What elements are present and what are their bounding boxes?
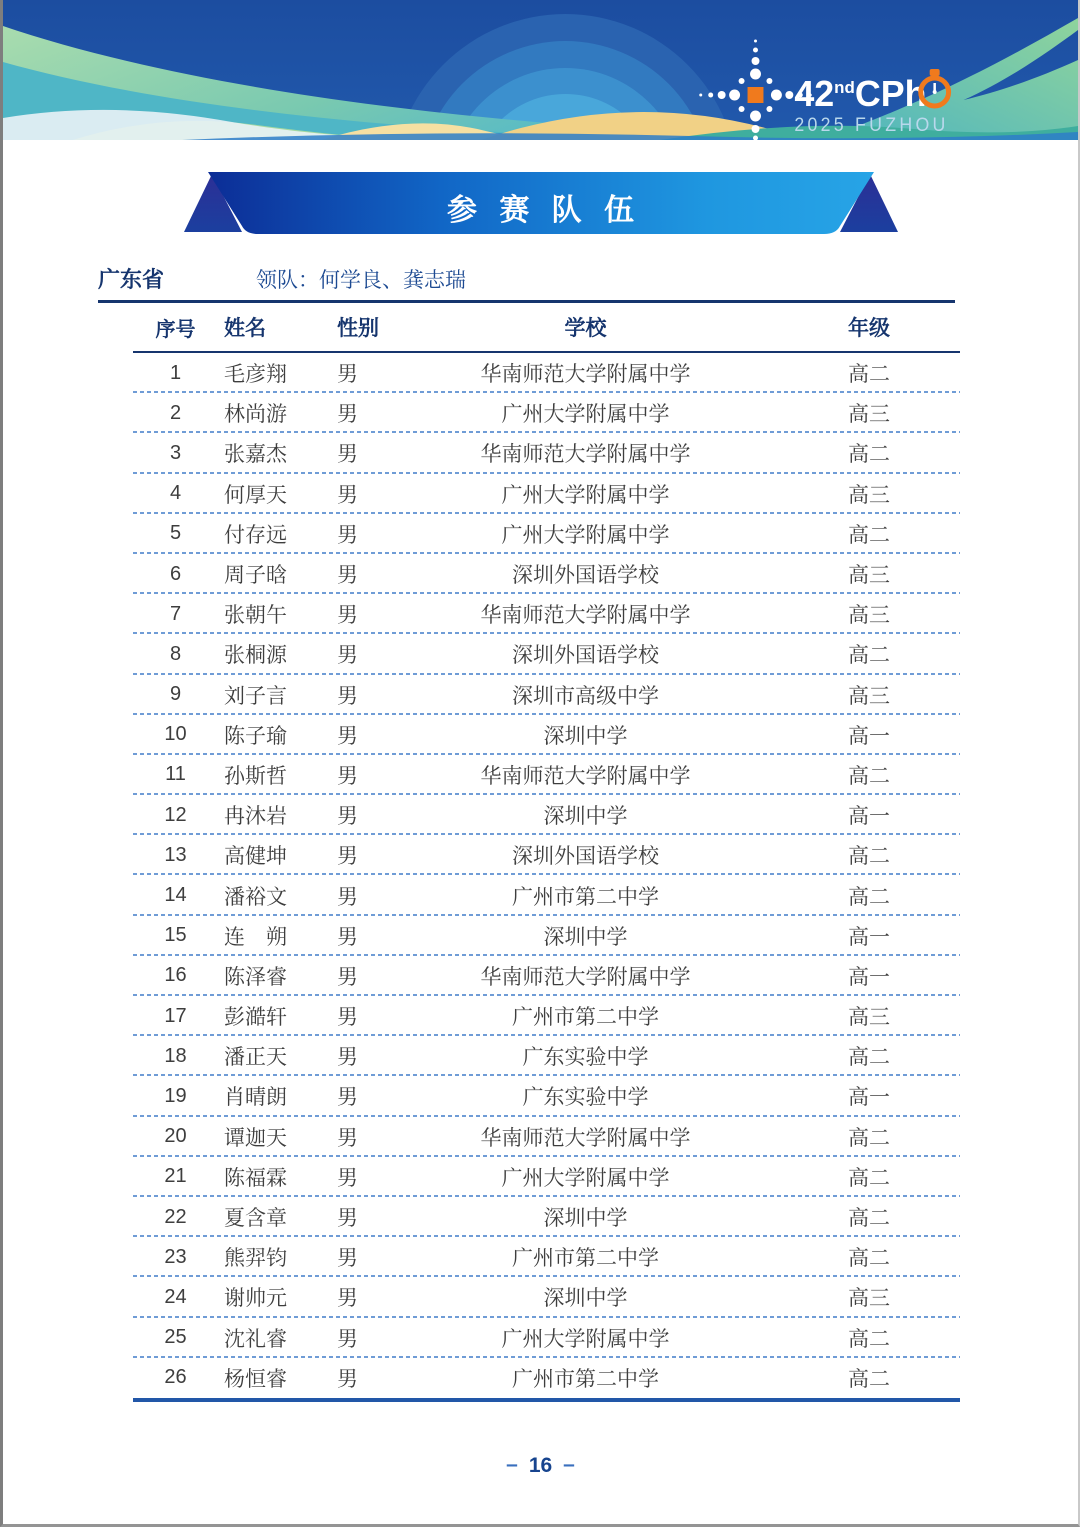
- cell-no: 8: [169, 642, 182, 665]
- cell-school: 华南师范大学附属中学: [480, 363, 691, 387]
- cell-name: 冉沐岩: [224, 805, 287, 829]
- cell-grade: 高二: [848, 1046, 890, 1070]
- logo-title: 42ndCPh: [794, 72, 927, 115]
- table-row: [133, 755, 960, 795]
- cell-name: 熊羿钧: [224, 1247, 287, 1271]
- cell-gender: 男: [337, 604, 358, 628]
- cell-name: 张嘉杰: [224, 443, 287, 467]
- cell-name: 陈福霖: [224, 1166, 287, 1190]
- cell-no: 5: [169, 522, 182, 545]
- cell-name: 陈子瑜: [224, 724, 287, 748]
- cell-grade: 高二: [848, 764, 890, 788]
- section-title-ribbon: [184, 172, 898, 238]
- cell-school: 华南师范大学附属中学: [480, 1126, 691, 1150]
- cell-name: 高健坤: [224, 845, 287, 869]
- cell-grade: 高三: [848, 684, 890, 708]
- cell-name: 张朝午: [224, 604, 287, 628]
- column-header-gender: 性别: [337, 317, 379, 340]
- cell-school: 广州大学附属中学: [501, 523, 670, 547]
- cell-grade: 高二: [848, 644, 890, 668]
- cell-name: 何厚天: [224, 483, 287, 507]
- cell-gender: 男: [337, 483, 358, 507]
- table-row: [133, 835, 960, 875]
- cell-grade: 高二: [848, 1126, 890, 1150]
- cell-school: 深圳外国语学校: [512, 845, 659, 869]
- cell-gender: 男: [337, 403, 358, 427]
- cell-no: 24: [164, 1285, 187, 1308]
- footer: [3, 1454, 1078, 1478]
- cell-no: 16: [164, 964, 187, 987]
- cell-grade: 高二: [848, 845, 890, 869]
- cell-school: 华南师范大学附属中学: [480, 965, 691, 989]
- cell-name: 潘正天: [224, 1046, 287, 1070]
- page-title: 参 赛 队 伍: [446, 194, 641, 227]
- cell-gender: 男: [337, 1086, 358, 1110]
- column-header-no: 序号: [155, 318, 196, 341]
- cell-grade: 高二: [848, 1327, 890, 1351]
- header-banner: [3, 0, 1078, 140]
- cell-school: 深圳外国语学校: [512, 644, 659, 668]
- cell-gender: 男: [337, 1006, 358, 1030]
- cell-no: 15: [164, 924, 187, 947]
- team-leaders: 领队：何学良、龚志瑞: [256, 269, 467, 292]
- cell-grade: 高一: [848, 965, 890, 989]
- table-row: [133, 996, 960, 1036]
- cell-grade: 高一: [848, 925, 890, 949]
- cell-grade: 高一: [848, 805, 890, 829]
- column-header-school: 学校: [564, 317, 607, 340]
- cell-no: 13: [164, 843, 187, 866]
- cell-school: 深圳中学: [543, 925, 628, 949]
- cell-school: 广州市第二中学: [512, 1006, 659, 1030]
- cell-no: 23: [164, 1245, 187, 1268]
- table-row: [133, 1197, 960, 1237]
- cell-gender: 男: [337, 1207, 358, 1231]
- cell-no: 12: [164, 803, 187, 826]
- table-row: [133, 916, 960, 956]
- page-number: 16: [528, 1453, 553, 1477]
- column-header-name: 姓名: [224, 317, 266, 340]
- cell-grade: 高三: [848, 1006, 890, 1030]
- cell-gender: 男: [337, 885, 358, 909]
- cell-school: 深圳外国语学校: [512, 564, 659, 588]
- cell-gender: 男: [337, 644, 358, 668]
- cell-gender: 男: [337, 1327, 358, 1351]
- cell-gender: 男: [337, 1287, 358, 1311]
- province-name: 广东省: [98, 267, 165, 292]
- cell-no: 2: [169, 401, 182, 424]
- column-header-grade: 年级: [848, 317, 890, 340]
- table-row: [133, 956, 960, 996]
- cell-name: 刘子言: [224, 684, 287, 708]
- cell-gender: 男: [337, 845, 358, 869]
- cell-gender: 男: [337, 1166, 358, 1190]
- cell-school: 深圳中学: [543, 805, 628, 829]
- table-row: [133, 514, 960, 554]
- cell-gender: 男: [337, 805, 358, 829]
- cell-gender: 男: [337, 523, 358, 547]
- cell-school: 华南师范大学附属中学: [480, 764, 691, 788]
- table-row: [133, 1318, 960, 1358]
- cell-gender: 男: [337, 764, 358, 788]
- cell-school: 深圳中学: [543, 1207, 628, 1231]
- table-row: [133, 474, 960, 514]
- cell-no: 21: [164, 1165, 187, 1188]
- cell-grade: 高三: [848, 403, 890, 427]
- cell-no: 7: [169, 602, 182, 625]
- logo-subtitle: 2025 FUZHOU: [794, 114, 949, 137]
- cell-gender: 男: [337, 684, 358, 708]
- cell-no: 18: [164, 1044, 187, 1067]
- cell-grade: 高一: [848, 1086, 890, 1110]
- cell-name: 肖晴朗: [224, 1086, 287, 1110]
- cell-school: 广州市第二中学: [512, 1367, 659, 1391]
- cell-no: 26: [164, 1366, 187, 1389]
- cell-name: 沈礼睿: [224, 1327, 287, 1351]
- cell-no: 17: [164, 1004, 187, 1027]
- cell-no: 1: [169, 361, 182, 384]
- header-artwork: [3, 0, 1078, 140]
- cell-grade: 高二: [848, 1207, 890, 1231]
- table-row: [133, 795, 960, 835]
- table-row: [133, 715, 960, 755]
- cell-no: 10: [164, 723, 187, 746]
- cell-name: 潘裕文: [224, 885, 287, 909]
- cell-grade: 高二: [848, 1166, 890, 1190]
- cell-no: 19: [164, 1084, 187, 1107]
- table-row: [133, 1076, 960, 1116]
- cell-gender: 男: [337, 1367, 358, 1391]
- cell-name: 谢帅元: [224, 1287, 287, 1311]
- cell-name: 周子晗: [224, 564, 287, 588]
- table-row: [133, 1237, 960, 1277]
- cell-gender: 男: [337, 1247, 358, 1271]
- page-number-dash-right: –: [563, 1452, 575, 1476]
- cell-no: 25: [164, 1326, 187, 1349]
- cell-school: 华南师范大学附属中学: [480, 604, 691, 628]
- cell-gender: 男: [337, 925, 358, 949]
- cell-grade: 高三: [848, 564, 890, 588]
- cell-name: 夏含章: [224, 1207, 287, 1231]
- cell-school: 深圳中学: [543, 724, 628, 748]
- cell-grade: 高一: [848, 724, 890, 748]
- cell-name: 林尚游: [224, 403, 287, 427]
- table-row: [133, 675, 960, 715]
- cell-gender: 男: [337, 965, 358, 989]
- table-row: [133, 1157, 960, 1197]
- cell-name: 连 朔: [224, 925, 287, 949]
- cell-school: 华南师范大学附属中学: [480, 443, 691, 467]
- table-row: [133, 875, 960, 915]
- table-row: [133, 353, 960, 393]
- table-row: [133, 1036, 960, 1076]
- cell-grade: 高二: [848, 363, 890, 387]
- cell-gender: 男: [337, 363, 358, 387]
- table-row: [133, 554, 960, 594]
- cell-no: 6: [169, 562, 182, 585]
- cell-no: 22: [164, 1205, 187, 1228]
- cell-school: 广州大学附属中学: [501, 1166, 670, 1190]
- cell-grade: 高二: [848, 885, 890, 909]
- cell-name: 孙斯哲: [224, 764, 287, 788]
- cell-school: 广州大学附属中学: [501, 1327, 670, 1351]
- cell-school: 广东实验中学: [522, 1086, 649, 1110]
- cell-grade: 高二: [848, 1247, 890, 1271]
- cell-school: 广州大学附属中学: [501, 403, 670, 427]
- cell-name: 张桐源: [224, 644, 287, 668]
- table-row: [133, 393, 960, 433]
- cell-school: 广州大学附属中学: [501, 483, 670, 507]
- cell-school: 广州市第二中学: [512, 885, 659, 909]
- province-header: [98, 267, 955, 303]
- cell-name: 毛彦翔: [224, 363, 287, 387]
- cell-gender: 男: [337, 564, 358, 588]
- cell-gender: 男: [337, 1046, 358, 1070]
- cell-grade: 高三: [848, 604, 890, 628]
- cell-name: 杨恒睿: [224, 1367, 287, 1391]
- cell-grade: 高三: [848, 483, 890, 507]
- cell-school: 深圳中学: [543, 1287, 628, 1311]
- cell-school: 深圳市高级中学: [512, 684, 659, 708]
- page-number-dash-left: –: [506, 1452, 518, 1476]
- cell-name: 付存远: [224, 523, 287, 547]
- cell-no: 4: [169, 482, 182, 505]
- table-row: [133, 1277, 960, 1317]
- cell-school: 广东实验中学: [522, 1046, 649, 1070]
- cell-school: 广州市第二中学: [512, 1247, 659, 1271]
- cell-no: 11: [165, 763, 186, 786]
- cell-grade: 高三: [848, 1287, 890, 1311]
- table-row: [133, 1358, 960, 1398]
- table-header-row: [133, 303, 960, 353]
- cell-gender: 男: [337, 443, 358, 467]
- cell-no: 3: [169, 441, 182, 464]
- table-body: [133, 353, 960, 1402]
- cell-grade: 高二: [848, 523, 890, 547]
- cell-name: 彭澔轩: [224, 1006, 287, 1030]
- cell-grade: 高二: [848, 1367, 890, 1391]
- cell-gender: 男: [337, 724, 358, 748]
- cell-no: 14: [164, 884, 187, 907]
- table-row: [133, 1117, 960, 1157]
- cell-gender: 男: [337, 1126, 358, 1150]
- table-row: [133, 634, 960, 674]
- cell-no: 9: [169, 683, 182, 706]
- participants-table: [133, 303, 960, 1402]
- cell-name: 谭迦天: [224, 1126, 287, 1150]
- table-row: [133, 594, 960, 634]
- cell-name: 陈泽睿: [224, 965, 287, 989]
- cell-no: 20: [164, 1125, 187, 1148]
- table-row: [133, 433, 960, 473]
- cell-grade: 高二: [848, 443, 890, 467]
